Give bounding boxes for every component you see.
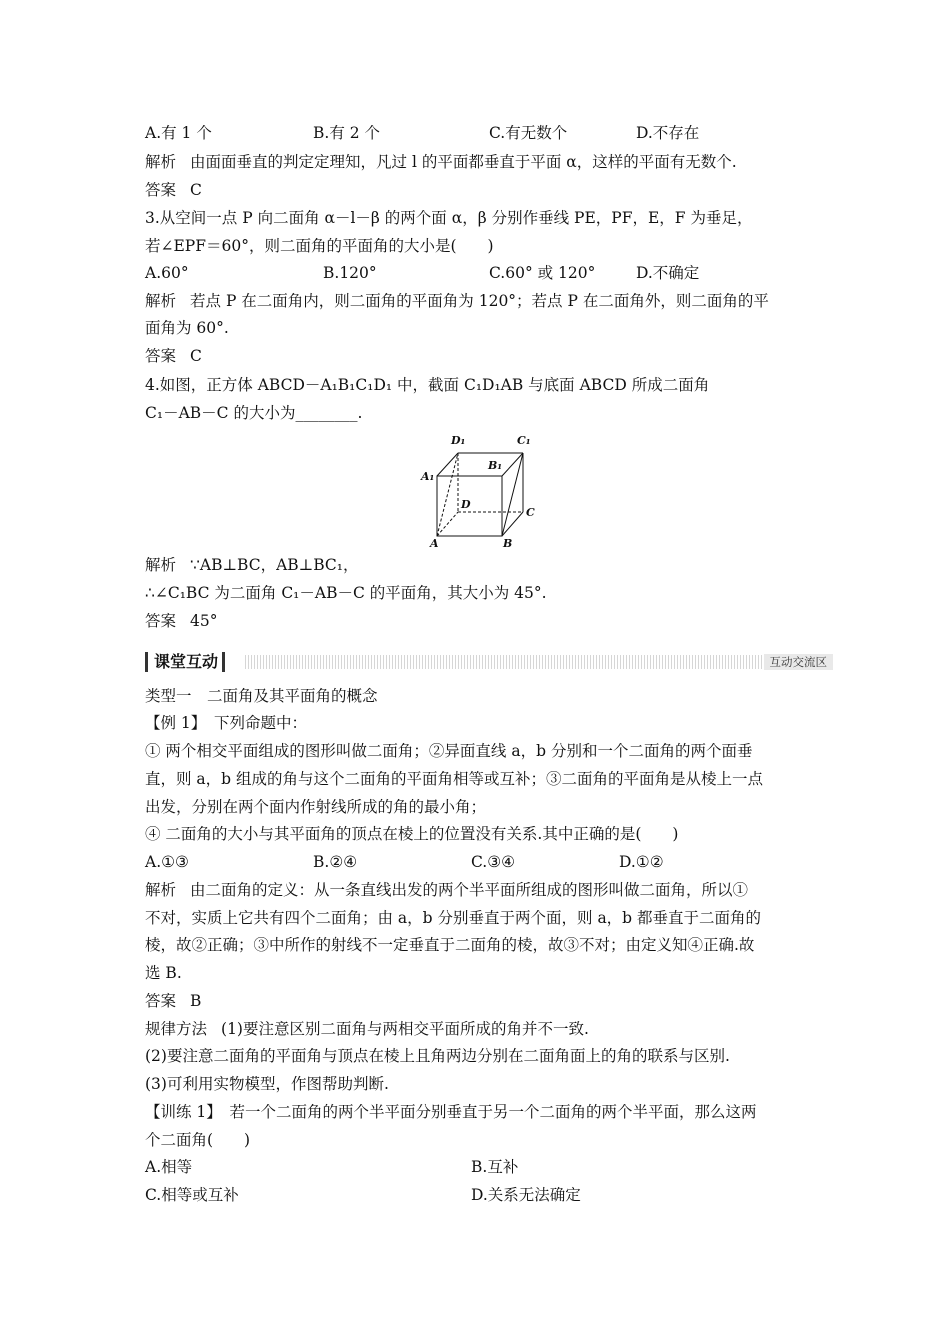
label-a: A [430, 537, 439, 548]
method-label: 规律方法 [145, 1020, 208, 1038]
q3-option-c: C.60° 或 120° [489, 264, 596, 282]
q2-option-c: C.有无数个 [489, 124, 568, 142]
ex1-line4: 出发，分别在两个面内作射线所成的角的最小角； [145, 798, 487, 816]
ex1-analysis-line4: 选 B. [145, 964, 182, 982]
analysis-label: 解析 [145, 153, 177, 171]
method-line2: (2)要注意二面角的平面角与顶点在棱上且角两边分别在二面角面上的角的联系与区别. [145, 1047, 730, 1065]
label-d1: D₁ [451, 434, 466, 447]
analysis-label: 解析 [145, 292, 177, 310]
analysis-label: 解析 [145, 881, 177, 899]
q2-option-b: B.有 2 个 [313, 124, 381, 142]
ex1-line3: 直，则 a，b 组成的角与这个二面角的平面角相等或互补；③二面角的平面角是从棱上一点 [145, 770, 764, 788]
label-c: C [526, 506, 535, 519]
analysis-text: ∵AB⊥BC，AB⊥BC₁， [190, 556, 359, 574]
train1-option-c: C.相等或互补 [145, 1186, 239, 1204]
answer-label: 答案 [145, 992, 177, 1010]
analysis-text: 若点 P 在二面角内，则二面角的平面角为 120°；若点 P 在二面角外，则二面角的平 [190, 292, 769, 310]
train1-line2: 个二面角( ) [145, 1131, 251, 1149]
ex1-option-d: D.①② [619, 853, 664, 871]
answer-text: C [190, 347, 202, 365]
label-b1: B₁ [488, 459, 503, 472]
ex1-line2: ① 两个相交平面组成的图形叫做二面角；②异面直线 a，b 分别和一个二面角的两个面垂 [145, 742, 753, 760]
train1-option-b: B.互补 [471, 1158, 519, 1176]
label-b: B [503, 537, 513, 548]
q2-option-d: D.不存在 [636, 124, 700, 142]
type1-heading: 类型一 二面角及其平面角的概念 [145, 687, 378, 705]
train1-option-d: D.关系无法确定 [471, 1186, 581, 1204]
ex1-analysis-line3: 棱，故②正确；③中所作的射线不一定垂直于二面角的棱，故③不对；由定义知④正确.故 [145, 936, 755, 954]
q4-answer [145, 611, 218, 631]
section-tag: 互动交流区 [764, 654, 834, 670]
method-text: (1)要注意区别二面角与两相交平面所成的角并不一致. [221, 1020, 589, 1038]
ex1-answer [145, 991, 201, 1011]
q3-option-d: D.不确定 [636, 264, 700, 282]
q3-stem-line2: 若∠EPF＝60°，则二面角的平面角的大小是( ) [145, 237, 494, 255]
q4-stem-line1: 4.如图，正方体 ABCD－A₁B₁C₁D₁ 中，截面 C₁D₁AB 与底面 ABCD 所成二面角 [145, 376, 710, 394]
train1-option-a: A.相等 [145, 1158, 193, 1176]
answer-text: C [190, 181, 202, 199]
q3-answer [145, 346, 202, 366]
method-line3: (3)可利用实物模型，作图帮助判断. [145, 1075, 389, 1093]
q3-option-b: B.120° [323, 264, 377, 282]
analysis-label: 解析 [145, 556, 177, 574]
answer-text: 45° [190, 612, 218, 630]
ex1-analysis-line2: 不对，实质上它共有四个二面角；由 a，b 分别垂直于两个面，则 a，b 都垂直于二面角的 [145, 909, 762, 927]
label-a1: A₁ [421, 470, 435, 483]
method-line1 [145, 1019, 589, 1039]
edge-a1-d1 [437, 453, 458, 476]
analysis-text: 由面面垂直的判定定理知，凡过 l 的平面都垂直于平面 α，这样的平面有无数个. [190, 153, 737, 171]
ex1-option-b: B.②④ [313, 853, 358, 871]
q4-analysis-line2: ∴∠C₁BC 为二面角 C₁－AB－C 的平面角，其大小为 45°. [145, 584, 547, 602]
q2-analysis [145, 152, 737, 172]
analysis-text: 由二面角的定义：从一条直线出发的两个半平面所组成的图形叫做二面角，所以① [190, 881, 749, 899]
q2-answer [145, 180, 202, 200]
ex1-analysis-line1 [145, 880, 748, 900]
answer-label: 答案 [145, 347, 177, 365]
q3-analysis-line1 [145, 291, 769, 311]
label-c1: C₁ [517, 434, 531, 447]
ex1-option-a: A.①③ [145, 853, 189, 871]
q3-analysis-line2: 面角为 60°. [145, 319, 229, 337]
train1-line1: 【训练 1】 若一个二面角的两个半平面分别垂直于另一个二面角的两个半平面，那么这两 [145, 1103, 757, 1121]
answer-text: B [190, 992, 202, 1010]
ex1-option-c: C.③④ [471, 853, 516, 871]
q2-option-a: A.有 1 个 [145, 124, 212, 142]
q3-stem-line1: 3.从空间一点 P 向二面角 α－l－β 的两个面 α，β 分别作垂线 PE，PF，E，F 为垂足， [145, 209, 753, 227]
q4-analysis-line1 [145, 555, 359, 575]
cube-figure [415, 428, 545, 548]
section-stripe [245, 655, 833, 669]
ex1-line5: ④ 二面角的大小与其平面角的顶点在棱上的位置没有关系.其中正确的是( ) [145, 825, 679, 843]
section-title: 课堂互动 [145, 652, 225, 672]
q4-stem-line2: C₁－AB－C 的大小为________. [145, 404, 363, 422]
ex1-line1: 【例 1】 下列命题中： [145, 714, 308, 732]
answer-label: 答案 [145, 612, 177, 630]
section-header [145, 652, 833, 672]
answer-label: 答案 [145, 181, 177, 199]
label-d: D [461, 498, 471, 511]
q3-option-a: A.60° [145, 264, 189, 282]
